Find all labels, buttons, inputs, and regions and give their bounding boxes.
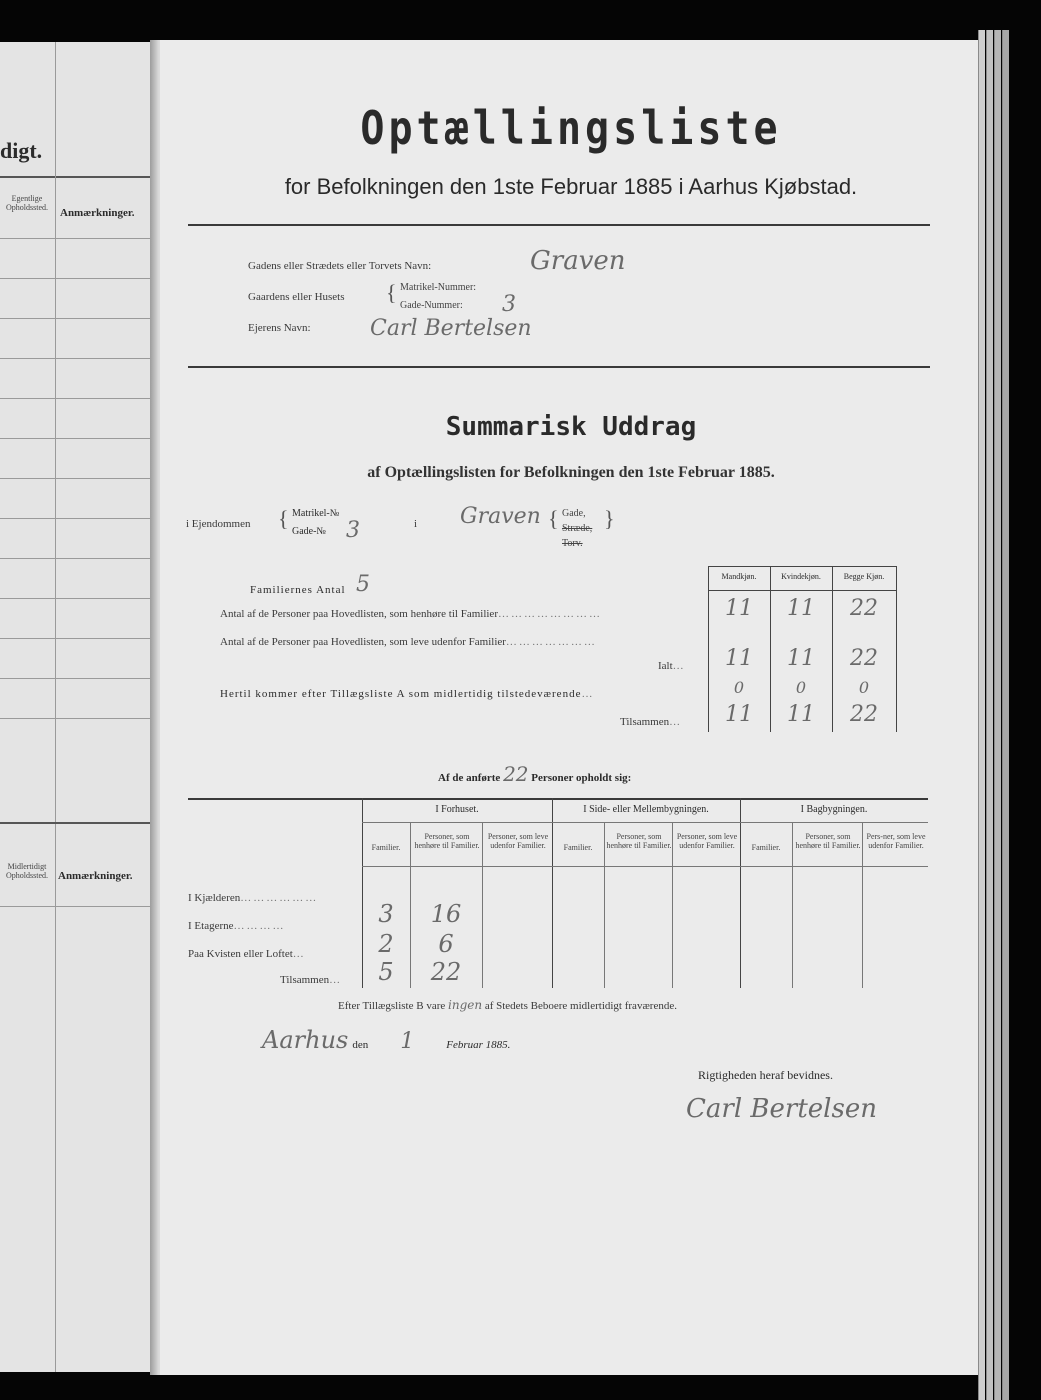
sub-6: Familier.	[751, 843, 781, 852]
stay-row-0-label: I Kjælderen………………	[188, 892, 319, 904]
gade-nummer-value: 3	[502, 292, 516, 317]
title-rule	[188, 224, 930, 226]
stay-col-line-2	[740, 798, 741, 988]
count-row-0-female: 11	[787, 596, 815, 621]
street-type-brace-close: }	[604, 506, 615, 531]
count-row-3-both: 0	[858, 678, 870, 697]
left-col1-header: Egentlige Opholdssted.	[6, 194, 48, 212]
street-type-straede: Stræde,	[562, 523, 593, 534]
count-row-0-male: 11	[725, 596, 753, 621]
stay-row-1-families: 3	[378, 900, 394, 928]
left-facing-page	[0, 42, 152, 1372]
count-row-3-female: 0	[795, 678, 807, 697]
page-subtitle: for Befolkningen den 1ste Februar 1885 i Aarhus Kjøbstad.	[284, 174, 858, 199]
owner-value: Carl Bertelsen	[370, 316, 532, 341]
stay-intro-value: 22	[503, 762, 529, 786]
sub-7: Personer, som henhøre til Familier.	[795, 832, 861, 850]
left-col1-bottom-header: Midlertidigt Opholdssted.	[6, 862, 48, 880]
house-label: Gaardens eller Husets	[248, 291, 345, 303]
summary-title: Summarisk Uddrag	[445, 412, 697, 442]
stay-intro	[438, 762, 631, 786]
absent-prefix: Efter Tillægsliste B vare	[338, 1000, 446, 1012]
header-both: Begge Kjøn.	[843, 572, 885, 581]
header-female: Kvindekjøn.	[781, 572, 821, 581]
stay-intro-prefix: Af de anførte	[438, 772, 501, 784]
group-forhuset: I Forhuset.	[435, 804, 479, 815]
stay-col-line-b2	[672, 822, 673, 988]
den-label: den	[352, 1039, 369, 1051]
date-line	[262, 1026, 510, 1054]
stay-row-3-families: 5	[378, 958, 394, 986]
counts-col-line-4	[896, 566, 897, 732]
house-brace: {	[386, 280, 397, 305]
stay-table-top-rule	[188, 798, 928, 800]
count-row-2-male: 11	[725, 646, 753, 671]
stay-subheader-rule	[362, 866, 928, 867]
stay-row-1-persons: 16	[430, 900, 462, 928]
signature: Carl Bertelsen	[686, 1094, 877, 1124]
stay-row-3-label: Tilsammen…	[280, 974, 343, 986]
summary-gade-value: 3	[346, 518, 360, 543]
owner-label: Ejerens Navn:	[248, 322, 311, 334]
absent-suffix: af Stedets Beboere midlertidigt fraværende.	[484, 1000, 677, 1012]
place-value: Aarhus	[262, 1026, 349, 1054]
count-row-0-label: Antal af de Personer paa Hovedlisten, som henhøre til Familier……………………	[220, 608, 602, 620]
count-row-2-female: 11	[787, 646, 815, 671]
summary-subtitle: af Optællingslisten for Befolkningen den 1ste Februar 1885.	[367, 464, 775, 481]
property-brace: {	[278, 506, 289, 531]
count-row-4-female: 11	[787, 702, 815, 727]
street-type-gade: Gade,	[562, 508, 586, 519]
counts-top-rule	[708, 566, 896, 567]
matrikel-label: Matrikel-Nummer:	[400, 282, 477, 293]
count-row-3-label: Hertil kommer efter Tillægsliste A som midlertidig tilstedeværende…	[220, 688, 595, 700]
street-value: Graven	[530, 246, 626, 276]
property-label: i Ejendommen	[186, 518, 251, 530]
stay-col-line-b1	[604, 822, 605, 988]
gade-nummer-label: Gade-Nummer:	[400, 300, 463, 311]
count-row-3-male: 0	[733, 678, 745, 697]
stay-col-line-c1	[792, 822, 793, 988]
stay-col-line-c2	[862, 822, 863, 988]
stay-col-line-1	[552, 798, 553, 988]
left-heading-fragment: digt.	[0, 138, 43, 163]
street-type-torv: Torv.	[562, 538, 583, 549]
stay-row-3-persons: 22	[430, 958, 462, 986]
page-edges	[978, 30, 1028, 1400]
count-row-4-both: 22	[850, 702, 878, 727]
count-row-4-male: 11	[725, 702, 753, 727]
sub-5: Personer, som leve udenfor Familier.	[676, 832, 738, 850]
stay-row-2-persons: 6	[438, 930, 454, 958]
header-male: Mandkjøn.	[721, 572, 757, 581]
sub-8: Pers-ner, som leve udenfor Familier.	[866, 832, 926, 850]
day-value: 1	[400, 1029, 415, 1054]
street-type-brace: {	[548, 506, 559, 531]
sub-1: Personer, som henhøre til Familier.	[414, 832, 480, 850]
address-rule	[188, 366, 930, 368]
stay-row-1-label: I Etagerne…………	[188, 920, 286, 932]
absent-value: ingen	[448, 998, 483, 1012]
sub-4: Personer, som henhøre til Familier.	[606, 832, 672, 850]
count-row-2-label: Ialt…	[658, 660, 686, 672]
summary-matrikel-label: Matrikel-№	[292, 508, 340, 519]
absent-line	[338, 998, 677, 1012]
left-col2-header: Anmærkninger.	[60, 207, 135, 219]
count-row-1-label: Antal af de Personer paa Hovedlisten, som leve udenfor Familier…………………	[220, 636, 597, 648]
street-label: Gadens eller Strædets eller Torvets Navn:	[248, 260, 432, 272]
families-value: 5	[356, 572, 370, 597]
stay-col-line-a2	[482, 822, 483, 988]
sub-2: Personer, som leve udenfor Familier.	[487, 832, 549, 850]
sub-3: Familier.	[563, 843, 593, 852]
stay-group-rule	[362, 822, 928, 823]
certification-text: Rigtigheden heraf bevidnes.	[698, 1068, 833, 1082]
count-row-2-both: 22	[850, 646, 878, 671]
summary-i-label: i	[414, 518, 418, 530]
stay-intro-suffix: Personer opholdt sig:	[531, 772, 632, 784]
group-bagbygning: I Bagbygningen.	[800, 804, 868, 815]
summary-street-value: Graven	[460, 504, 541, 529]
left-col2-bottom-header: Anmærkninger.	[58, 870, 133, 882]
group-sidebygning: I Side- eller Mellembygningen.	[583, 804, 709, 815]
sub-0: Familier.	[371, 843, 401, 852]
census-page	[160, 40, 982, 1375]
count-row-4-label: Tilsammen…	[620, 716, 683, 728]
page-title: Optællingsliste	[360, 102, 782, 156]
stay-row-2-families: 2	[378, 930, 394, 958]
month-year: Februar 1885.	[446, 1039, 511, 1051]
summary-gade-label: Gade-№	[292, 526, 326, 537]
counts-header-rule	[708, 590, 896, 591]
stay-row-2-label: Paa Kvisten eller Loftet…	[188, 948, 306, 960]
count-row-0-both: 22	[850, 596, 878, 621]
street-types	[562, 506, 592, 551]
families-label: Familiernes Antal	[250, 584, 346, 596]
